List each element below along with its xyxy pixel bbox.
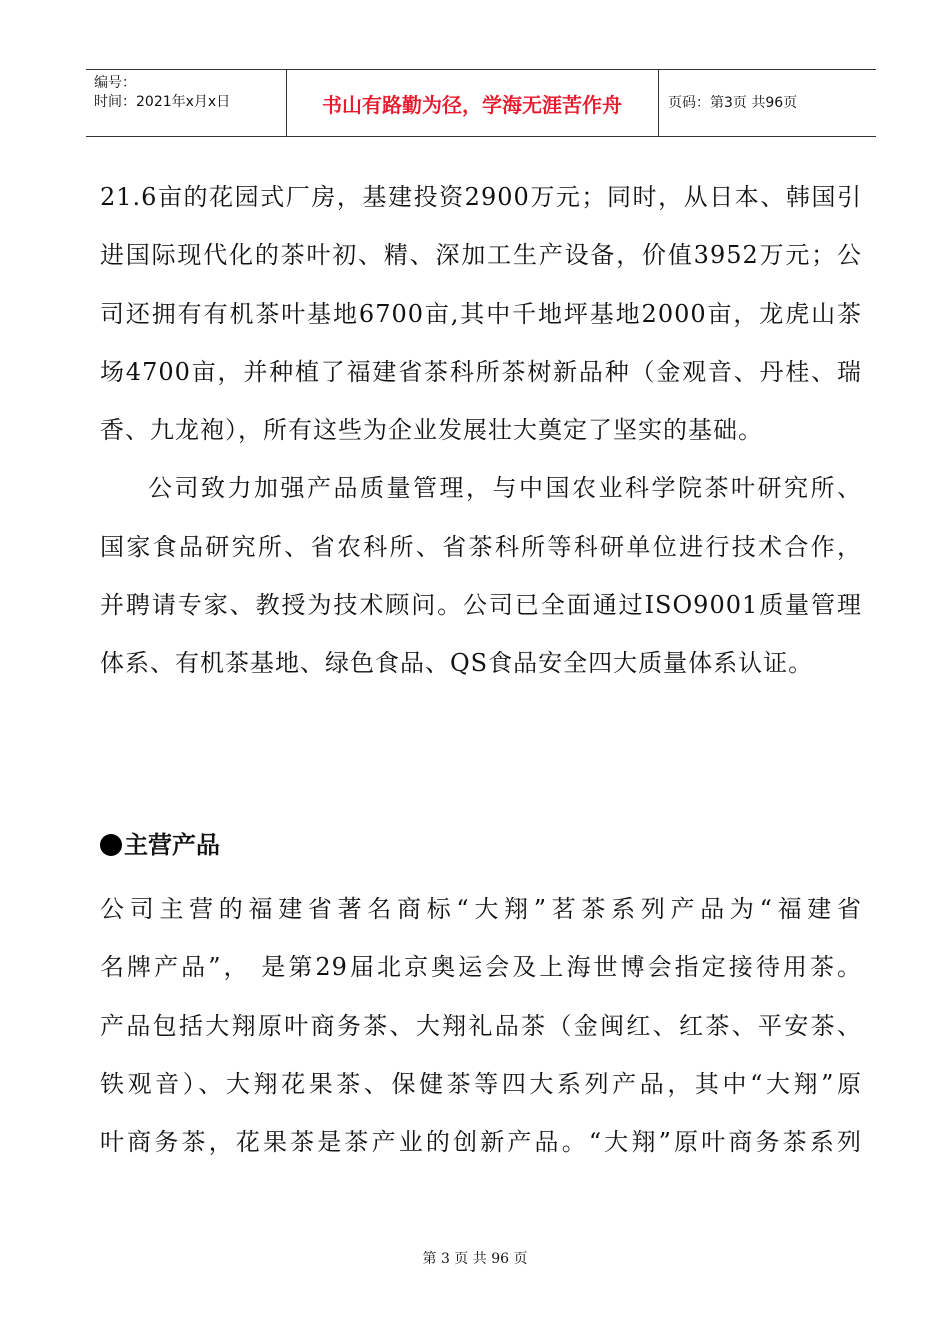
page-label: 页码：第3页 共96页 [668,95,798,111]
text-line: 国家食品研究所、省农科所、省茶科所等科研单位进行技术合作， [100,532,862,561]
text-line: 司还拥有有机茶叶基地6700亩,其中千地坪基地2000亩，龙虎山茶 [100,299,862,328]
number-label: 编号： [94,75,136,91]
text-line: 21.6亩的花园式厂房，基建投资2900万元；同时，从日本、韩国引 [100,183,862,211]
body-text-2 [100,880,862,1171]
section-title: 主营产品 [124,831,220,859]
text-line: 体系、有机茶基地、绿色食品、QS食品安全四大质量体系认证。 [100,649,814,678]
document-header [86,69,876,137]
bullet-icon [100,834,122,856]
text-line: 场4700亩，并种植了福建省茶科所茶树新品种（金观音、丹桂、瑞 [100,357,862,386]
text-line: 铁观音）、大翔花果茶、保健茶等四大系列产品，其中“大翔”原 [100,1069,862,1098]
text-line: 产品包括大翔原叶商务茶、大翔礼品茶（金闽红、红茶、平安茶、 [100,1011,862,1040]
motto: 书山有路勤为径，学海无涯苦作舟 [322,93,622,117]
body-text [100,168,862,693]
page-footer: 第 3 页 共 96 页 [422,1251,528,1267]
text-line: 并聘请专家、教授为技术顾问。公司已全面通过ISO9001质量管理 [100,591,862,620]
text-line: 叶商务茶，花果茶是茶产业的创新产品。“大翔”原叶商务茶系列 [100,1128,862,1157]
text-line: 香、九龙袍），所有这些为企业发展壮大奠定了坚实的基础。 [100,416,763,445]
section-heading [100,825,220,860]
text-line: 公司致力加强产品质量管理，与中国农业科学院茶叶研究所、 [148,474,862,503]
time-label: 时间：2021年x月x日 [94,94,231,110]
header-page-cell [658,70,876,136]
header-info-cell [86,70,287,136]
text-line: 进国际现代化的茶叶初、精、深加工生产设备，价值3952万元；公 [100,241,862,270]
header-motto-cell [286,70,659,136]
text-line: 名牌产品”， 是第29届北京奥运会及上海世博会指定接待用茶。 [100,953,862,982]
text-line: 公司主营的福建省著名商标“大翔”茗茶系列产品为“福建省 [100,895,862,923]
